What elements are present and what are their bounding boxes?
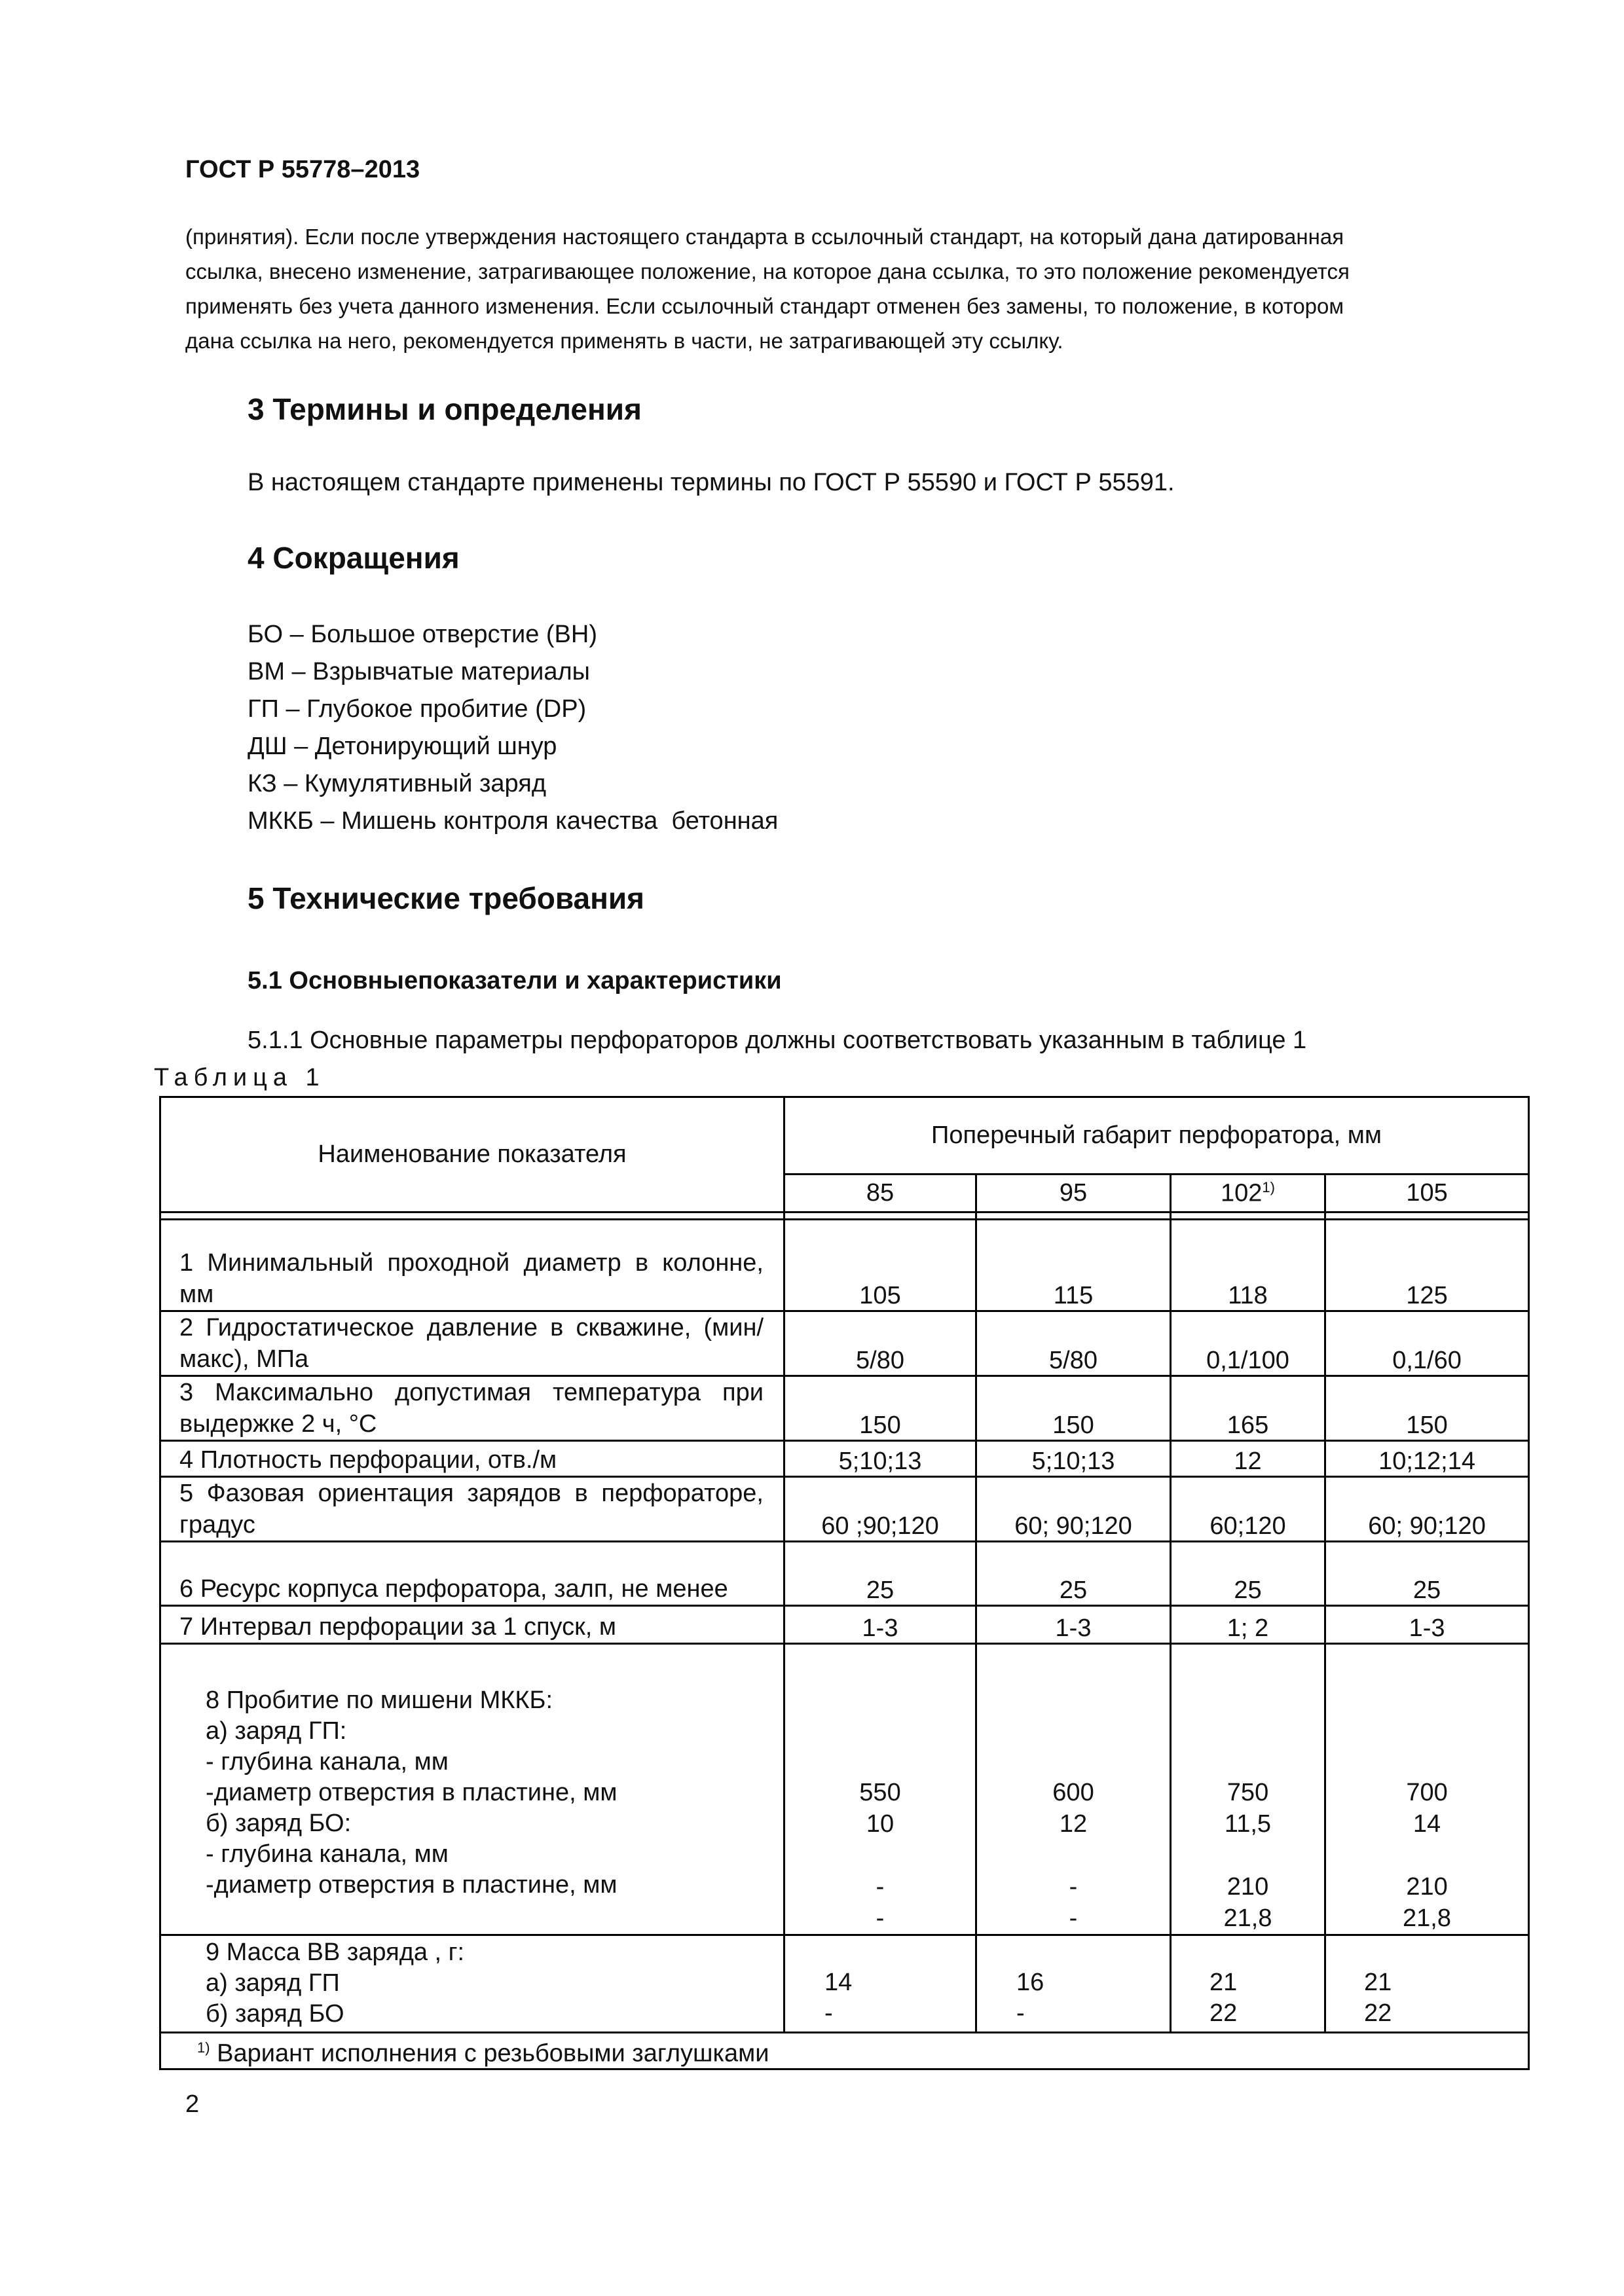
footnote-marker: 1) <box>197 2039 210 2056</box>
table-spacer-row <box>160 1212 1529 1220</box>
row-value: 125 <box>1325 1220 1529 1311</box>
row-value: 0,1/60 <box>1325 1311 1529 1376</box>
value-line: - <box>1069 1904 1078 1932</box>
row-label-multiline <box>160 1644 784 1935</box>
row-label: 7 Интервал перфорации за 1 спуск, м <box>160 1606 784 1644</box>
value-line: 21 <box>1209 1969 1238 1996</box>
paragraph-5-1-1: 5.1.1 Основные параметры перфораторов должны соответствовать указанным в таблице 1 <box>248 1027 1307 1054</box>
abbreviation-item: ГП – Глубокое пробитие (DP) <box>248 695 587 723</box>
column-header: 95 <box>976 1175 1171 1212</box>
row-value: 60;120 <box>1171 1477 1325 1542</box>
intro-paragraph <box>185 219 1492 358</box>
value-line: 600 <box>1052 1779 1094 1806</box>
value-line: - <box>876 1904 885 1932</box>
footnote-marker: 1) <box>1262 1178 1275 1195</box>
row-value: 5;10;13 <box>784 1441 976 1477</box>
row-value: 5/80 <box>784 1311 976 1376</box>
value-line: 22 <box>1209 1999 1238 2027</box>
value-line <box>792 1840 969 1871</box>
abbreviation-item: ДШ – Детонирующий шнур <box>248 733 557 760</box>
document-code: ГОСТ Р 55778–2013 <box>185 156 420 183</box>
row-value-multiline <box>784 1644 976 1935</box>
row-value-multiline <box>976 1644 1171 1935</box>
row-value: 150 <box>784 1376 976 1441</box>
row-value: 5/80 <box>976 1311 1171 1376</box>
value-line: - <box>1069 1873 1078 1901</box>
intro-line: ссылка, внесено изменение, затрагивающее положение, на которое дана ссылка, то это положение рекомендуется <box>185 259 1350 283</box>
row-value: 150 <box>1325 1376 1529 1441</box>
footnote-text: Вариант исполнения с резьбовыми заглушками <box>217 2039 769 2068</box>
section-3-title: 3 Термины и определения <box>248 392 642 426</box>
row-value: 25 <box>976 1542 1171 1606</box>
table-row-charge-mass <box>160 1935 1529 2033</box>
table-row <box>160 1376 1529 1441</box>
table-row <box>160 1441 1529 1477</box>
row-label-line: -диаметр отверстия в пластине, мм <box>206 1779 618 1806</box>
row-label-multiline <box>160 1935 784 2033</box>
value-line: 22 <box>1364 1999 1392 2027</box>
row-value: 25 <box>1171 1542 1325 1606</box>
table-row <box>160 1220 1529 1311</box>
value-line: 21,8 <box>1223 1904 1272 1932</box>
subsection-5-1-title: 5.1 Основныепоказатели и характеристики <box>248 967 782 994</box>
value-line: - <box>824 1999 833 2027</box>
column-header: 105 <box>1325 1175 1529 1212</box>
row-value: 60; 90;120 <box>976 1477 1171 1542</box>
table-row <box>160 1477 1529 1542</box>
intro-line: дана ссылка на него, рекомендуется применять в части, не затрагивающей эту ссылку. <box>185 329 1063 353</box>
row-value: 1; 2 <box>1171 1606 1325 1644</box>
value-line: 16 <box>1016 1969 1044 1996</box>
row-value: 5;10;13 <box>976 1441 1171 1477</box>
row-label-line: - глубина канала, мм <box>206 1748 449 1776</box>
value-line: 210 <box>1406 1873 1448 1901</box>
row-value-multiline <box>1325 1935 1529 2033</box>
value-line: - <box>876 1873 885 1901</box>
value-line: 550 <box>859 1779 901 1806</box>
column-header-text: 102 <box>1221 1179 1263 1207</box>
row-label-line: 8 Пробитие по мишени МККБ: <box>206 1686 553 1714</box>
row-value: 1-3 <box>976 1606 1171 1644</box>
row-label-line: б) заряд БО <box>206 2000 344 2028</box>
intro-line: применять без учета данного изменения. Если ссылочный стандарт отменен без замены, то положение, в котором <box>185 294 1344 318</box>
row-value: 1-3 <box>784 1606 976 1644</box>
value-line: 14 <box>824 1969 853 1996</box>
row-label: 2 Гидростатическое давление в скважине, (мин/макс), МПа <box>160 1311 784 1376</box>
row-value: 10;12;14 <box>1325 1441 1529 1477</box>
value-line <box>1333 1840 1521 1871</box>
row-value: 60; 90;120 <box>1325 1477 1529 1542</box>
row-value: 25 <box>784 1542 976 1606</box>
abbreviation-item: ВМ – Взрывчатые материалы <box>248 658 590 685</box>
value-line: 700 <box>1406 1779 1448 1806</box>
row-value: 118 <box>1171 1220 1325 1311</box>
row-value: 105 <box>784 1220 976 1311</box>
abbreviation-item: БО – Большое отверстие (ВН) <box>248 621 597 648</box>
row-label: 1 Минимальный проходной диаметр в колонне, мм <box>160 1220 784 1311</box>
row-value: 60 ;90;120 <box>784 1477 976 1542</box>
value-line: 750 <box>1227 1779 1269 1806</box>
row-value: 1-3 <box>1325 1606 1529 1644</box>
row-value: 115 <box>976 1220 1171 1311</box>
header-parameter-name: Наименование показателя <box>160 1097 784 1212</box>
row-value-multiline <box>1171 1644 1325 1935</box>
row-label-line: а) заряд ГП: <box>206 1717 347 1745</box>
row-value-multiline <box>784 1935 976 2033</box>
row-value: 165 <box>1171 1376 1325 1441</box>
value-line: 210 <box>1227 1873 1269 1901</box>
row-value-multiline <box>976 1935 1171 2033</box>
section-3-text: В настоящем стандарте применены термины по ГОСТ Р 55590 и ГОСТ Р 55591. <box>248 469 1175 496</box>
row-value: 25 <box>1325 1542 1529 1606</box>
table-footnote-row <box>160 2033 1529 2069</box>
value-line: 10 <box>866 1810 895 1838</box>
table-row-penetration <box>160 1644 1529 1935</box>
table-footnote <box>160 2033 1529 2069</box>
row-value-multiline <box>1325 1644 1529 1935</box>
row-label: 4 Плотность перфорации, отв./м <box>160 1441 784 1477</box>
abbreviation-list <box>248 616 778 840</box>
header-dimension-group: Поперечный габарит перфоратора, мм <box>784 1097 1529 1175</box>
column-header: 85 <box>784 1175 976 1212</box>
row-label-line: - глубина канала, мм <box>206 1840 449 1868</box>
value-line: 21,8 <box>1403 1904 1451 1932</box>
row-label: 5 Фазовая ориентация зарядов в перфораторе, градус <box>160 1477 784 1542</box>
value-line: 21 <box>1364 1969 1392 1996</box>
section-4-title: 4 Сокращения <box>248 541 460 575</box>
row-label-line: а) заряд ГП <box>206 1969 340 1997</box>
value-line <box>1178 1840 1318 1871</box>
row-label-line: б) заряд БО: <box>206 1810 352 1837</box>
parameters-table <box>159 1096 1530 2070</box>
row-label-line: 9 Масса ВВ заряда , г: <box>206 1939 465 1966</box>
value-line: 14 <box>1412 1810 1441 1838</box>
table-row <box>160 1606 1529 1644</box>
row-value: 0,1/100 <box>1171 1311 1325 1376</box>
row-label: 6 Ресурс корпуса перфоратора, залп, не менее <box>160 1542 784 1606</box>
section-5-title: 5 Технические требования <box>248 881 644 915</box>
table-label: Таблица 1 <box>154 1064 325 1091</box>
abbreviation-item: МККБ – Мишень контроля качества бетонная <box>248 807 779 835</box>
column-header <box>1171 1175 1325 1212</box>
intro-line: (принятия). Если после утверждения настоящего стандарта в ссылочный стандарт, на который дана датированная <box>185 225 1344 249</box>
table-row <box>160 1542 1529 1606</box>
page-number: 2 <box>185 2090 200 2118</box>
row-label: 3 Максимально допустимая температура при выдержке 2 ч, °С <box>160 1376 784 1441</box>
row-value-multiline <box>1171 1935 1325 2033</box>
value-line: 12 <box>1059 1810 1088 1838</box>
row-label-line: -диаметр отверстия в пластине, мм <box>206 1871 618 1899</box>
value-line: 11,5 <box>1224 1810 1272 1838</box>
table-header-row <box>160 1097 1529 1175</box>
value-line <box>984 1840 1163 1871</box>
row-value: 150 <box>976 1376 1171 1441</box>
abbreviation-item: КЗ – Кумулятивный заряд <box>248 770 546 797</box>
table-row <box>160 1311 1529 1376</box>
value-line: - <box>1016 1999 1025 2027</box>
row-value: 12 <box>1171 1441 1325 1477</box>
